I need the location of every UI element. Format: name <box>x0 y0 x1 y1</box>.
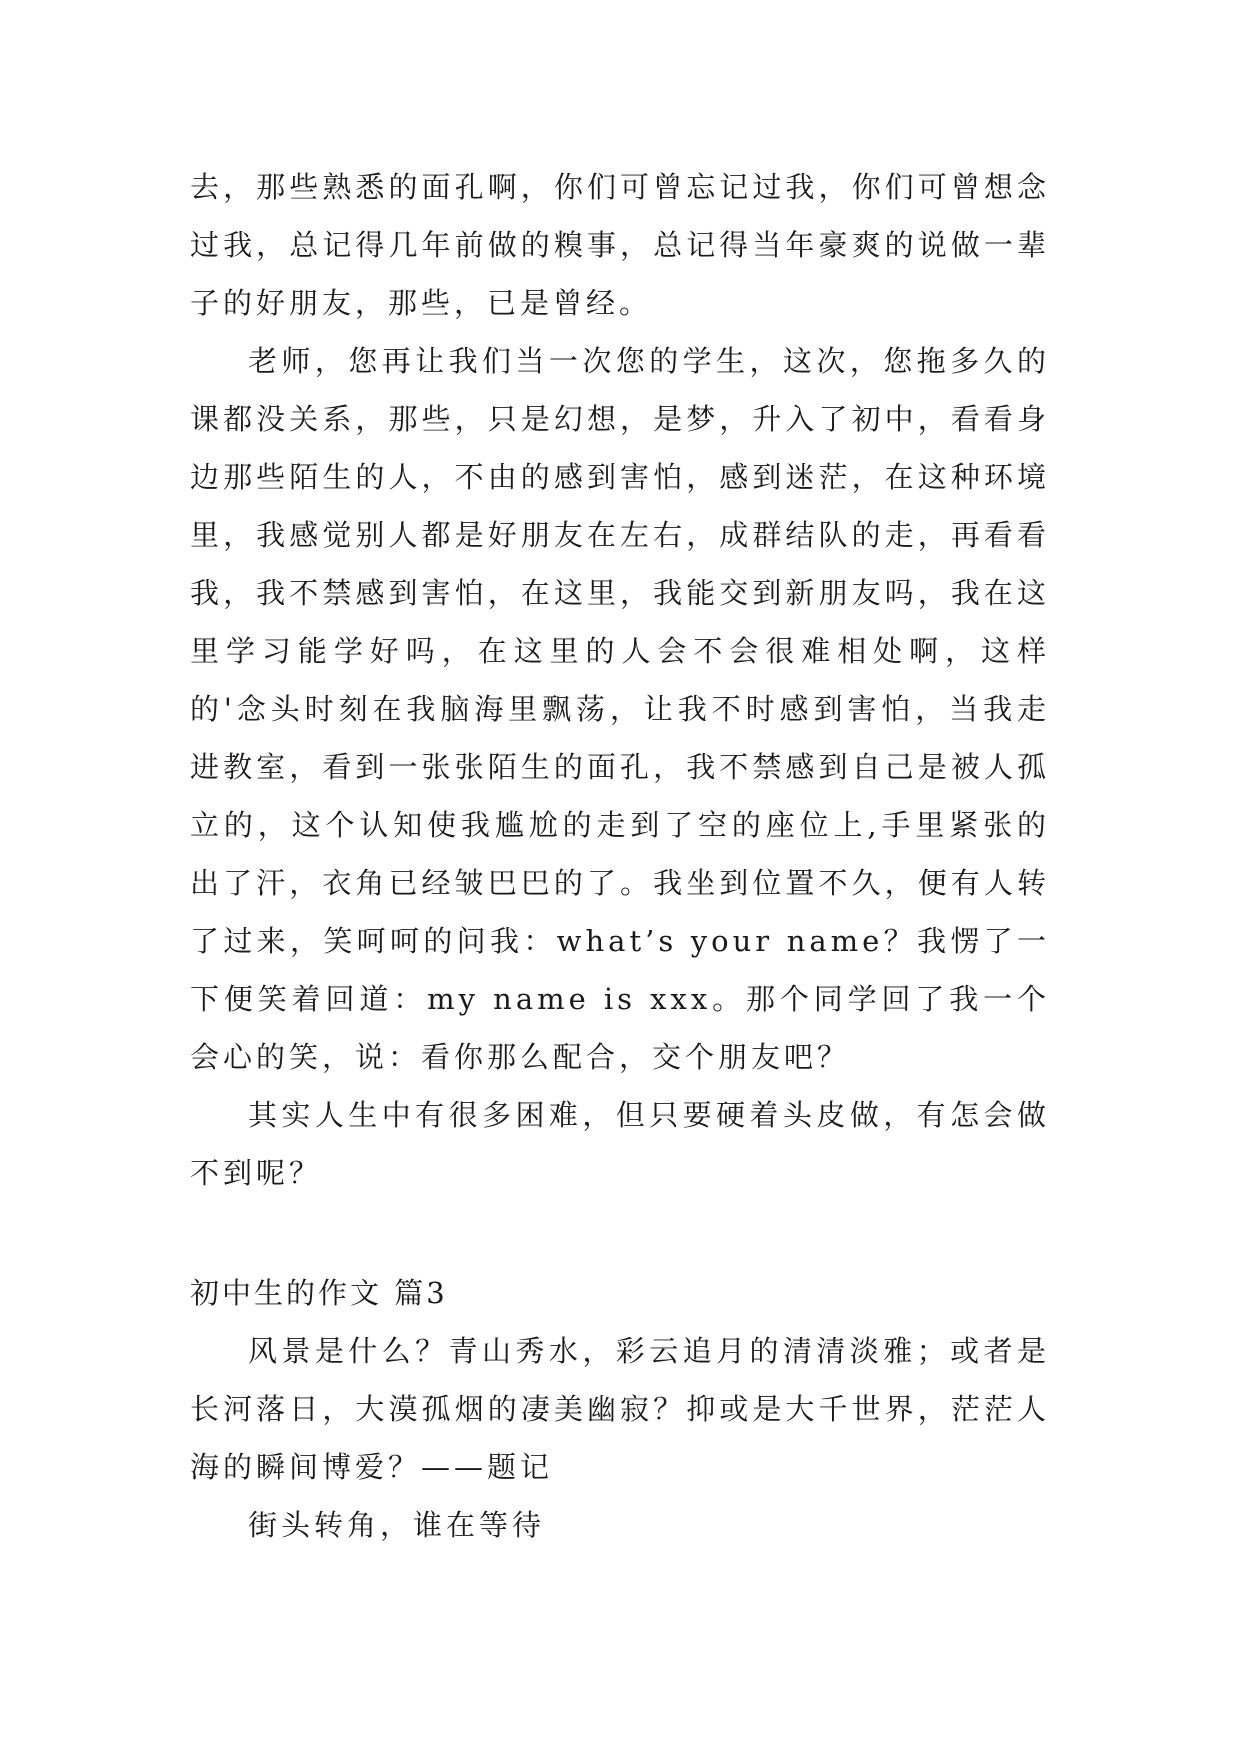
document-body <box>190 158 1050 1554</box>
paragraph-continued: 去，那些熟悉的面孔啊，你们可曾忘记过我，你们可曾想念过我，总记得几年前做的糗事，总记得当年豪爽的说做一辈子的好朋友，那些，已是曾经。 <box>190 170 1050 320</box>
section-heading: 初中生的作文 篇3 <box>190 1276 448 1310</box>
paragraph-teacher: 老师，您再让我们当一次您的学生，这次，您拖多久的课都没关系，那些，只是幻想，是梦，升入了初中，看看身边那些陌生的人，不由的感到害怕，感到迷茫，在这种环境里，我感觉别人都是好朋友在左右，成群结队的走，再看看我，我不禁感到害怕，在这里，我能交到新朋友吗，我在这里学习能学好吗，在这里的人会不会很难相处啊，这样的'念头时刻在我脑海里飘荡，让我不时感到害怕，当我走进教室，看到一张张陌生的面孔，我不禁感到自己是被人孤立的，这个认知使我尴尬的走到了空的座位上,手里紧张的出了汗，衣角已经皱巴巴的了。我坐到位置不久，便有人转了过来，笑呵呵的问我：what’s your name？我愣了一下便笑着回道：my name is xxx。那个同学回了我一个会心的笑，说：看你那么配合，交个朋友吧？ <box>190 344 1050 1074</box>
paragraph-epigraph: 风景是什么？青山秀水，彩云追月的清清淡雅；或者是长河落日，大漠孤烟的凄美幽寂？抑或是大千世界，茫茫人海的瞬间博爱？——题记 <box>190 1334 1050 1484</box>
paragraph-subtitle: 街头转角，谁在等待 <box>248 1508 546 1542</box>
paragraph-conclusion: 其实人生中有很多困难，但只要硬着头皮做，有怎会做不到呢？ <box>190 1098 1050 1190</box>
